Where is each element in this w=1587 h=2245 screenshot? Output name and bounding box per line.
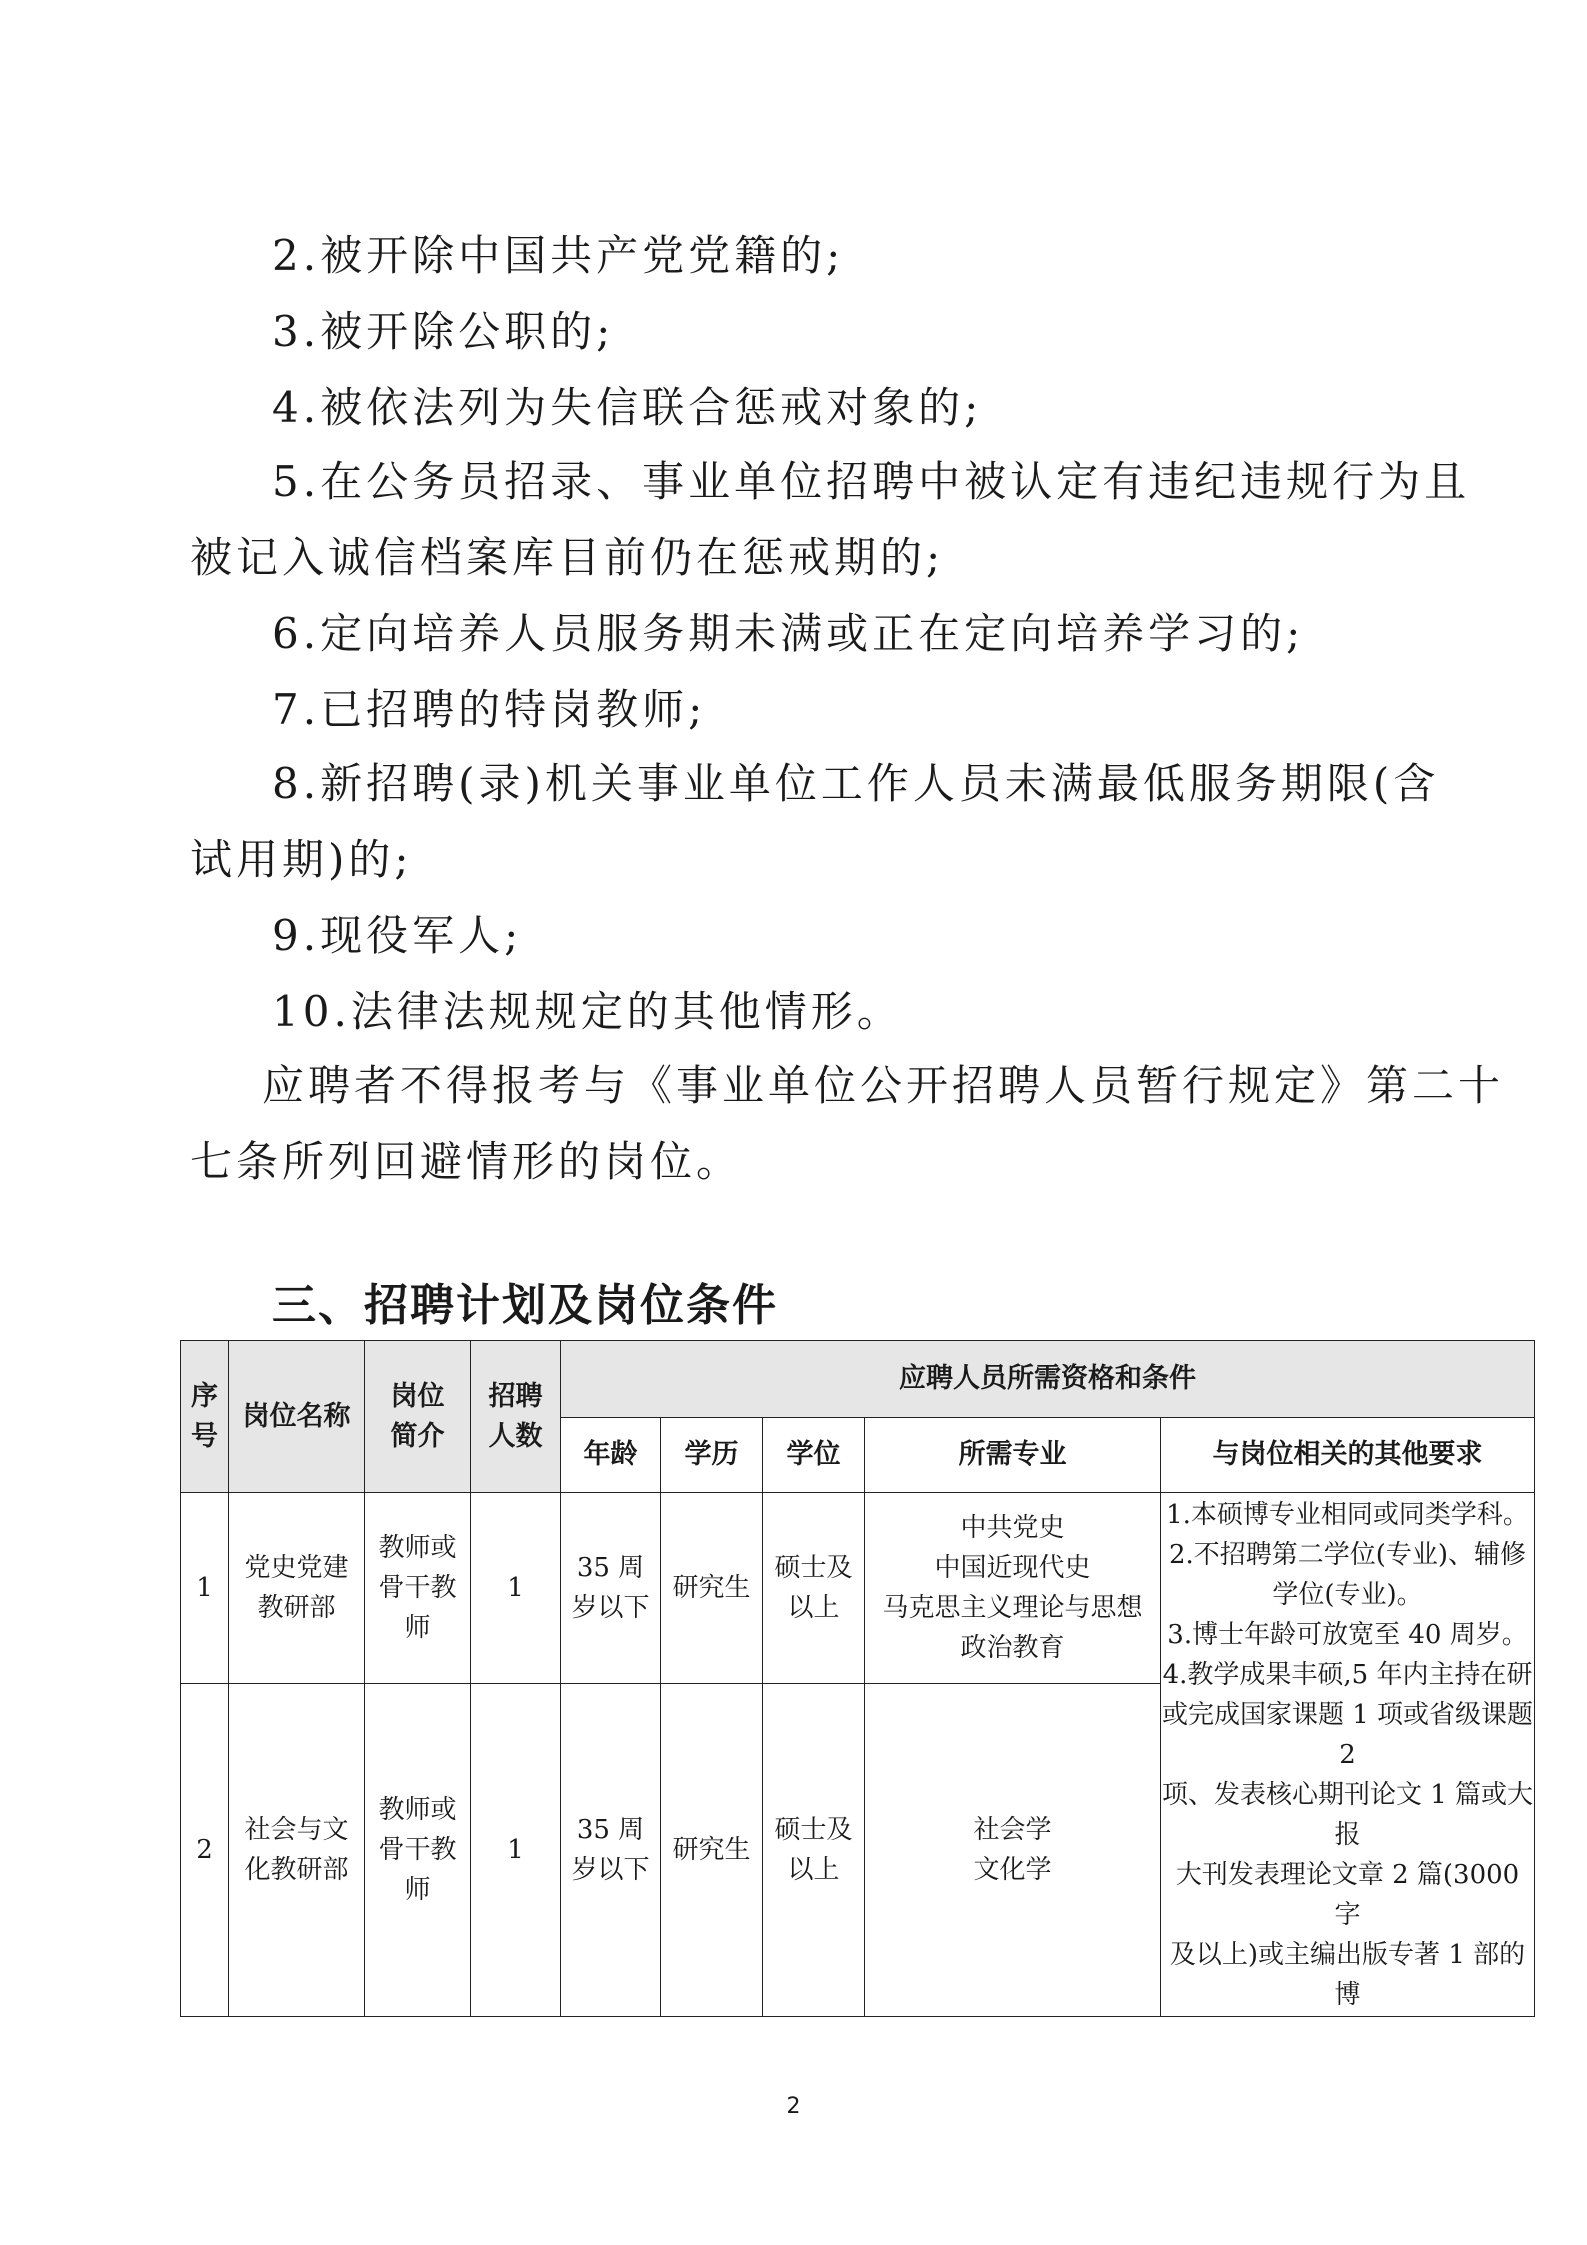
header-age: 年龄 bbox=[561, 1418, 661, 1493]
body-line: 2.被开除中国共产党党籍的; bbox=[272, 231, 845, 280]
header-education: 学历 bbox=[661, 1418, 763, 1493]
header-recruit-count: 招聘 人数 bbox=[471, 1341, 561, 1493]
body-line: 9.现役军人; bbox=[272, 911, 523, 960]
cell-position-intro: 教师或 骨干教 师 bbox=[365, 1684, 471, 2017]
cell-age: 35 周 岁以下 bbox=[561, 1684, 661, 2017]
header-position-intro: 岗位 简介 bbox=[365, 1341, 471, 1493]
body-line: 10.法律法规规定的其他情形。 bbox=[272, 987, 903, 1036]
table-header-row bbox=[181, 1341, 1535, 1418]
body-line: 被记入诚信档案库目前仍在惩戒期的; bbox=[190, 533, 945, 582]
cell-recruit-count: 1 bbox=[471, 1684, 561, 2017]
body-line: 6.定向培养人员服务期未满或正在定向培养学习的; bbox=[272, 609, 1305, 658]
requirement-line: 2.不招聘第二学位(专业)、辅修 bbox=[1168, 1539, 1527, 1570]
body-line: 7.已招聘的特岗教师; bbox=[272, 685, 707, 734]
cell-degree: 硕士及 以上 bbox=[763, 1493, 865, 1684]
header-seq: 序 号 bbox=[181, 1341, 229, 1493]
requirement-line: 或完成国家课题 1 项或省级课题 2 bbox=[1161, 1699, 1534, 1770]
requirement-line: 1.本硕博专业相同或同类学科。 bbox=[1166, 1499, 1529, 1530]
body-line: 试用期)的; bbox=[190, 835, 413, 884]
requirement-line: 项、发表核心期刊论文 1 篇或大报 bbox=[1161, 1779, 1534, 1850]
header-qualifications-group: 应聘人员所需资格和条件 bbox=[561, 1341, 1535, 1418]
recruitment-table bbox=[180, 1340, 1535, 2017]
cell-education: 研究生 bbox=[661, 1684, 763, 2017]
header-degree: 学位 bbox=[763, 1418, 865, 1493]
cell-position-name: 社会与文 化教研部 bbox=[229, 1684, 365, 2017]
cell-degree: 硕士及 以上 bbox=[763, 1684, 865, 2017]
body-line: 4.被依法列为失信联合惩戒对象的; bbox=[272, 383, 983, 432]
cell-position-intro: 教师或 骨干教 师 bbox=[365, 1493, 471, 1684]
cell-seq: 1 bbox=[181, 1493, 229, 1684]
requirement-line: 及以上)或主编出版专著 1 部的博 bbox=[1169, 1939, 1526, 2010]
cell-education: 研究生 bbox=[661, 1493, 763, 1684]
cell-age: 35 周 岁以下 bbox=[561, 1493, 661, 1684]
cell-recruit-count: 1 bbox=[471, 1493, 561, 1684]
body-line: 8.新招聘(录)机关事业单位工作人员未满最低服务期限(含 bbox=[272, 759, 1440, 808]
page-number: 2 bbox=[786, 2094, 801, 2119]
body-line: 3.被开除公职的; bbox=[272, 307, 615, 356]
body-line: 应聘者不得报考与《事业单位公开招聘人员暂行规定》第二十 bbox=[262, 1061, 1505, 1110]
cell-position-name: 党史党建 教研部 bbox=[229, 1493, 365, 1684]
body-line: 七条所列回避情形的岗位。 bbox=[190, 1137, 743, 1186]
cell-major: 中共党史 中国近现代史 马克思主义理论与思想 政治教育 bbox=[865, 1493, 1161, 1684]
requirement-line: 学位(专业)。 bbox=[1272, 1579, 1423, 1610]
cell-major: 社会学 文化学 bbox=[865, 1684, 1161, 2017]
header-major: 所需专业 bbox=[865, 1418, 1161, 1493]
body-line: 5.在公务员招录、事业单位招聘中被认定有违纪违规行为且 bbox=[272, 457, 1471, 506]
requirement-line: 大刊发表理论文章 2 篇(3000 字 bbox=[1175, 1859, 1520, 1930]
table-row bbox=[181, 1493, 1535, 1684]
requirement-line: 3.博士年龄可放宽至 40 周岁。 bbox=[1167, 1619, 1528, 1650]
header-position-name: 岗位名称 bbox=[229, 1341, 365, 1493]
cell-other-requirements bbox=[1161, 1493, 1535, 2017]
requirement-line: 4.教学成果丰硕,5 年内主持在研 bbox=[1162, 1659, 1533, 1690]
section-title: 三、招聘计划及岗位条件 bbox=[272, 1280, 778, 1331]
cell-seq: 2 bbox=[181, 1684, 229, 2017]
header-other-requirements: 与岗位相关的其他要求 bbox=[1161, 1418, 1535, 1493]
